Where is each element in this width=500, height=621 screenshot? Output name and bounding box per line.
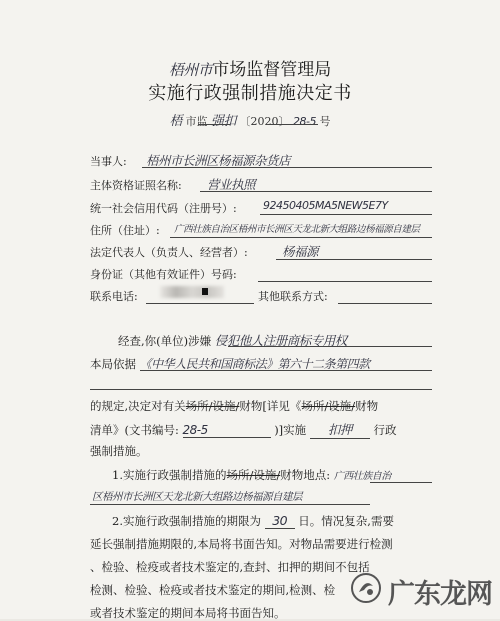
license-value: 营业执照 [207,177,256,192]
body-line-8: 检测、检验、检疫或者技术鉴定的期间,检测、检 [90,583,336,597]
address-label: 住所（住址）: [90,224,160,237]
id-label: 身份证（其他有效证件）号码: [90,268,237,281]
body-line-7: 、检验、检疫或者技术鉴定的,查封、扣押的期间不包括 [90,560,370,574]
address-value: 广西壮族自治区梧州市长洲区天龙北新大组路边杨福源自建层 [174,224,420,235]
document-number: 梧 市监 强扣 〔2020〕 28-5 号 [169,114,331,129]
title-handwritten-city: 梧州市 [168,61,213,79]
document-title-line1: 梧州市市场监督管理局 [168,60,332,80]
measure-location: 区梧州市长洲区天龙北新大组路边杨福源自建层 [92,491,302,503]
watermark-logo-icon [350,572,382,604]
body-line-4: 清单》(文书编号: 28-5 )]实施 扣押 行政 [90,422,397,437]
party-value: 梧州市长洲区杨福源杂货店 [146,153,291,168]
redacted-phone [160,286,224,298]
measure-type: 扣押 [310,420,370,439]
body-line-2: 本局依据 《中华人民共和国商标法》第六十二条第四款 [90,357,370,371]
body-line-3: 的规定,决定对有关场所/设施/财物[详见《场所/设施/财物 [90,399,379,413]
item-2-line: 2.实施行政强制措施的期限为 30 日。情况复杂,需要 [112,513,394,528]
license-label: 主体资格证照名称: [90,179,182,192]
other-contact-label: 其他联系方式: [258,290,328,303]
item-1-line: 1.实施行政强制措施的场所/设施/财物地点: 广西壮族自治 [112,468,391,482]
body-line-6: 延长强制措施期限的,本局将书面告知。对物品需要进行检测 [90,537,393,551]
watermark-text: 广东龙网 [388,579,492,610]
body-line-5: 强制措施。 [90,444,148,458]
legal-rep-value: 杨福源 [282,244,319,259]
inventory-doc-number: 28-5 [183,423,271,438]
document-title-line2: 实施行政强制措施决定书 [148,83,352,104]
phone-label: 联系电话: [90,290,138,303]
credit-code-value: 92450405MA5NEW5E7Y [263,199,388,212]
redaction-mark [202,288,208,295]
legal-basis: 《中华人民共和国商标法》第六十二条第四款 [139,357,370,371]
violation-description: 侵犯他人注册商标专用权 [214,333,347,348]
body-line-1: 经查,你(单位)涉嫌 侵犯他人注册商标专用权 [118,333,347,348]
party-label: 当事人: [90,155,127,168]
legal-rep-label: 法定代表人（负责人、经营者）: [90,246,248,259]
body-line-9: 或者技术鉴定的期间本局将书面告知。 [90,606,286,620]
credit-code-label: 统一社会信用代码（注册号）: [90,202,237,215]
measure-period-days: 30 [265,513,295,529]
